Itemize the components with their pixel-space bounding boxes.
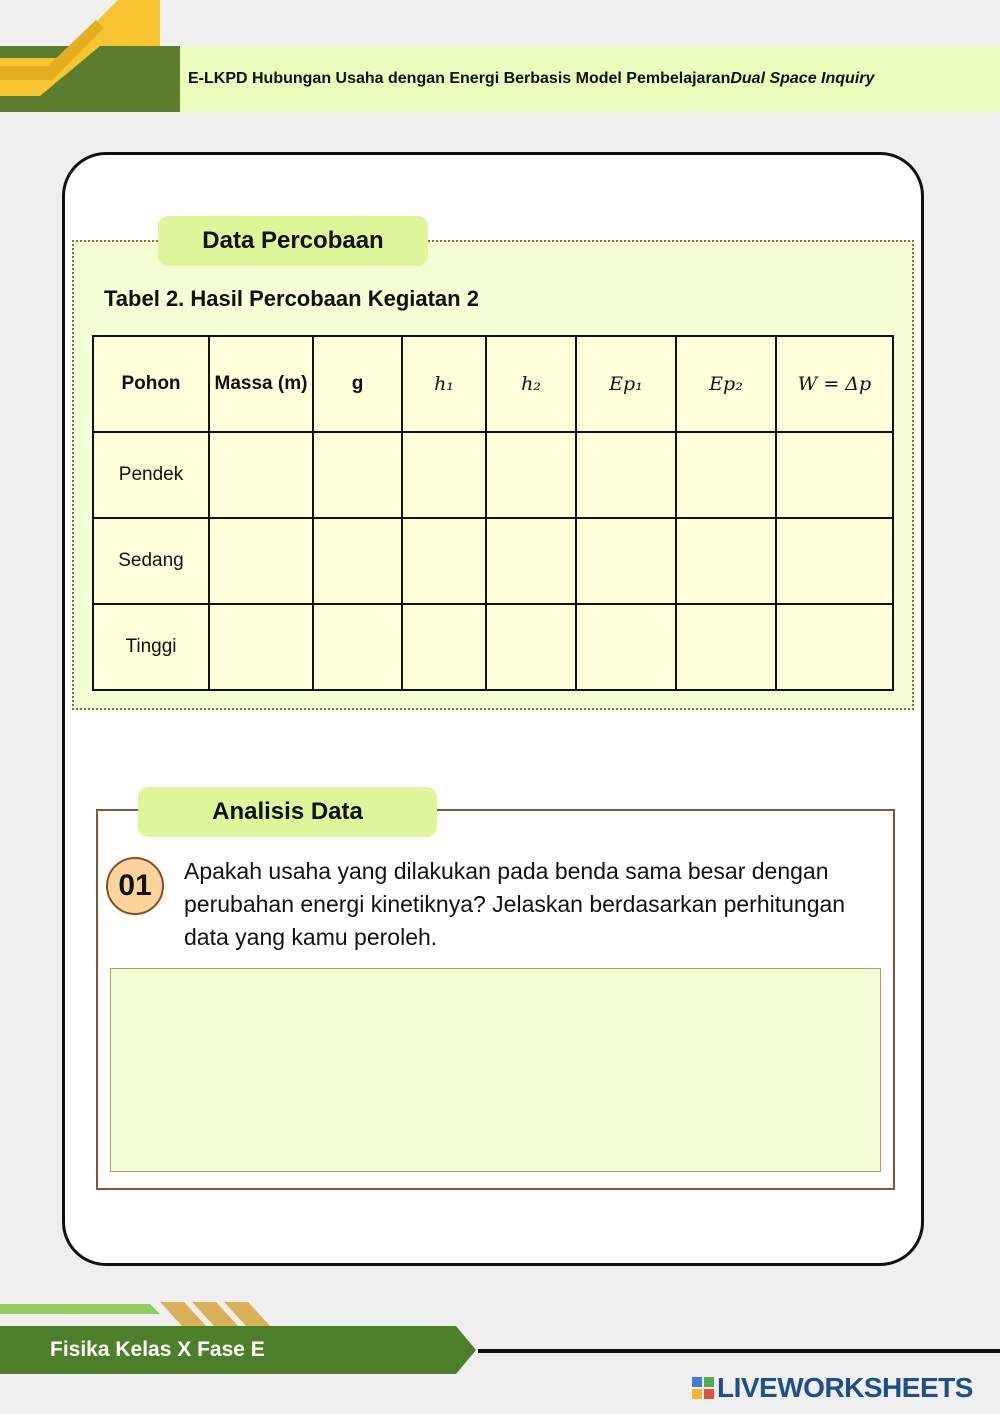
cell-input[interactable] [313, 604, 402, 690]
footer-label: Fisika Kelas X Fase E [50, 1338, 265, 1361]
cell-input[interactable] [402, 432, 486, 518]
header-title-bar [180, 46, 1000, 112]
cell-input[interactable] [402, 604, 486, 690]
col-header-ep2: Ep₂ [676, 336, 776, 432]
table-row [93, 432, 893, 518]
question-text: Apakah usaha yang dilakukan pada benda sama besar dengan perubahan energi kinetiknya? Jelaskan berdasarkan perhitungan data yang kamu peroleh. [184, 858, 846, 950]
cell-input[interactable] [676, 604, 776, 690]
col-header-h2: h₂ [486, 336, 576, 432]
data-percobaan-pill: Data Percobaan [158, 216, 428, 266]
header-title-prefix: E-LKPD Hubungan Usaha dengan Energi Berbasis Model Pembelajaran [188, 70, 731, 87]
table-row [93, 604, 893, 690]
cell-input[interactable] [313, 432, 402, 518]
cell-input[interactable] [486, 432, 576, 518]
cell-input[interactable] [209, 432, 313, 518]
results-table [92, 335, 894, 691]
footer-divider [478, 1349, 1000, 1353]
row-label-sedang: Sedang [93, 518, 209, 604]
footer-light-green-stripe [0, 1304, 160, 1314]
col-header-g: g [313, 336, 402, 432]
col-header-pohon: Pohon [93, 336, 209, 432]
cell-input[interactable] [486, 518, 576, 604]
col-header-massa: Massa (m) [209, 336, 313, 432]
table-row [93, 518, 893, 604]
cell-input[interactable] [676, 432, 776, 518]
answer-textarea[interactable] [110, 968, 881, 1172]
cell-input[interactable] [313, 518, 402, 604]
col-header-ep1: Ep₁ [576, 336, 676, 432]
cell-input[interactable] [676, 518, 776, 604]
cell-input[interactable] [576, 604, 676, 690]
cell-input[interactable] [209, 518, 313, 604]
analisis-data-pill: Analisis Data [138, 787, 437, 837]
header-title-italic: Dual Space Inquiry [730, 70, 875, 87]
brand-liveworksheets[interactable] [692, 1372, 973, 1404]
cell-input[interactable] [776, 432, 893, 518]
question-number-badge: 01 [106, 857, 164, 915]
header-decoration [0, 0, 180, 112]
liveworksheets-logo-icon [692, 1377, 714, 1399]
cell-input[interactable] [576, 432, 676, 518]
row-label-tinggi: Tinggi [93, 604, 209, 690]
cell-input[interactable] [209, 604, 313, 690]
col-header-w: W = Δp [776, 336, 893, 432]
brand-text: LIVEWORKSHEETS [717, 1372, 973, 1403]
cell-input[interactable] [486, 604, 576, 690]
cell-input[interactable] [576, 518, 676, 604]
table-title: Tabel 2. Hasil Percobaan Kegiatan 2 [104, 286, 479, 311]
row-label-pendek: Pendek [93, 432, 209, 518]
cell-input[interactable] [776, 604, 893, 690]
col-header-h1: h₁ [402, 336, 486, 432]
cell-input[interactable] [776, 518, 893, 604]
table-header-row [93, 336, 893, 432]
cell-input[interactable] [402, 518, 486, 604]
